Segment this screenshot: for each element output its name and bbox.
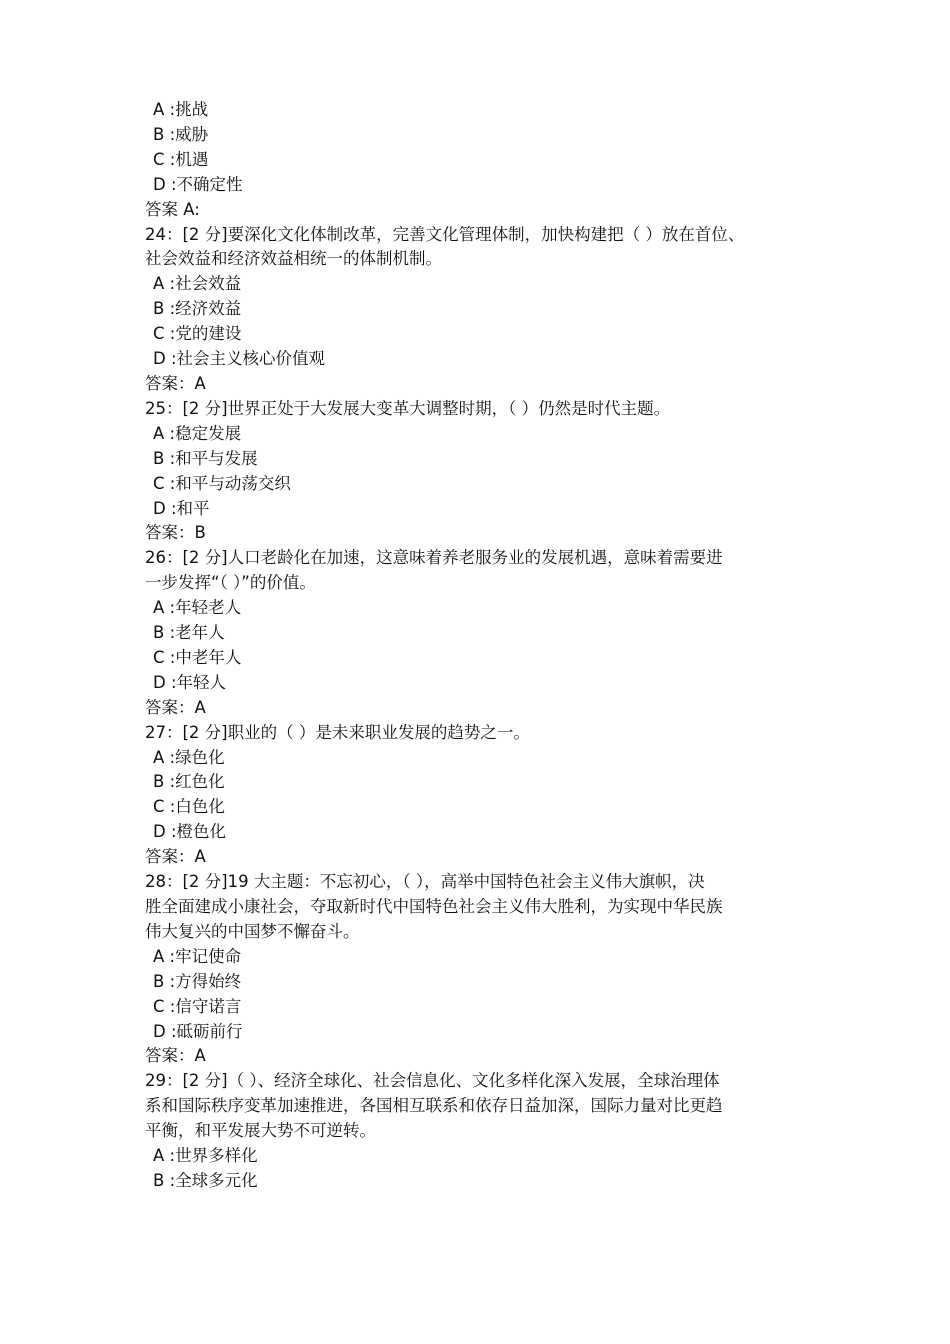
option-line: B :方得始终	[153, 971, 242, 991]
option-line: C :和平与动荡交织	[153, 473, 291, 493]
answer-line: 答案：A	[145, 697, 206, 717]
question-line: 系和国际秩序变革加速推进，各国相互联系和依存日益加深，国际力量对比更趋	[145, 1096, 723, 1116]
answer-line: 答案：A	[145, 847, 206, 867]
question-line: 25：[2 分]世界正处于大发展大变革大调整时期，（ ）仍然是时代主题。	[145, 398, 671, 418]
option-line: D :不确定性	[153, 174, 243, 194]
answer-line: 答案：A	[145, 1046, 206, 1066]
question-line: 社会效益和经济效益相统一的体制机制。	[145, 249, 442, 269]
question-line: 平衡，和平发展大势不可逆转。	[145, 1121, 376, 1141]
question-line: 27：[2 分]职业的（ ）是未来职业发展的趋势之一。	[145, 722, 530, 742]
option-line: D :年轻人	[153, 672, 227, 692]
question-line: 一步发挥“（ ）”的价值。	[145, 573, 316, 593]
option-line: C :机遇	[153, 149, 209, 169]
question-line: 伟大复兴的中国梦不懈奋斗。	[145, 921, 360, 941]
option-line: A :稳定发展	[153, 423, 242, 443]
document-body	[145, 98, 815, 1194]
question-line: 26：[2 分]人口老龄化在加速，这意味着养老服务业的发展机遇，意味着需要进	[145, 548, 723, 568]
option-line: B :威胁	[153, 124, 209, 144]
answer-line: 答案：B	[145, 523, 206, 543]
option-line: C :党的建设	[153, 324, 242, 344]
option-line: D :砥砺前行	[153, 1021, 243, 1041]
option-line: B :红色化	[153, 772, 225, 792]
option-line: A :年轻老人	[153, 598, 242, 618]
question-line: 24：[2 分]要深化文化体制改革，完善文化管理体制，加快构建把（ ）放在首位、	[145, 224, 745, 244]
option-line: A :挑战	[153, 100, 209, 119]
answer-line: 答案 A:	[145, 199, 200, 219]
question-line: 29：[2 分]（ ）、经济全球化、社会信息化、文化多样化深入发展，全球治理体	[145, 1071, 720, 1091]
option-line: C :白色化	[153, 797, 225, 817]
question-line: 胜全面建成小康社会，夺取新时代中国特色社会主义伟大胜利，为实现中华民族	[145, 897, 723, 916]
option-line: A :世界多样化	[153, 1146, 258, 1166]
option-line: B :全球多元化	[153, 1170, 258, 1190]
option-line: A :社会效益	[153, 274, 242, 294]
option-line: D :橙色化	[153, 822, 227, 842]
option-line: A :牢记使命	[153, 946, 242, 966]
option-line: B :经济效益	[153, 299, 242, 319]
option-line: B :和平与发展	[153, 448, 258, 468]
option-line: D :社会主义核心价值观	[153, 349, 326, 369]
answer-line: 答案：A	[145, 373, 206, 393]
option-line: B :老年人	[153, 623, 225, 643]
question-line: 28：[2 分]19 大主题：不忘初心，（ ），高举中国特色社会主义伟大旗帜，决	[145, 872, 705, 892]
option-line: C :信守诺言	[153, 996, 242, 1016]
option-line: A :绿色化	[153, 747, 225, 767]
option-line: C :中老年人	[153, 647, 242, 667]
option-line: D :和平	[153, 498, 210, 518]
